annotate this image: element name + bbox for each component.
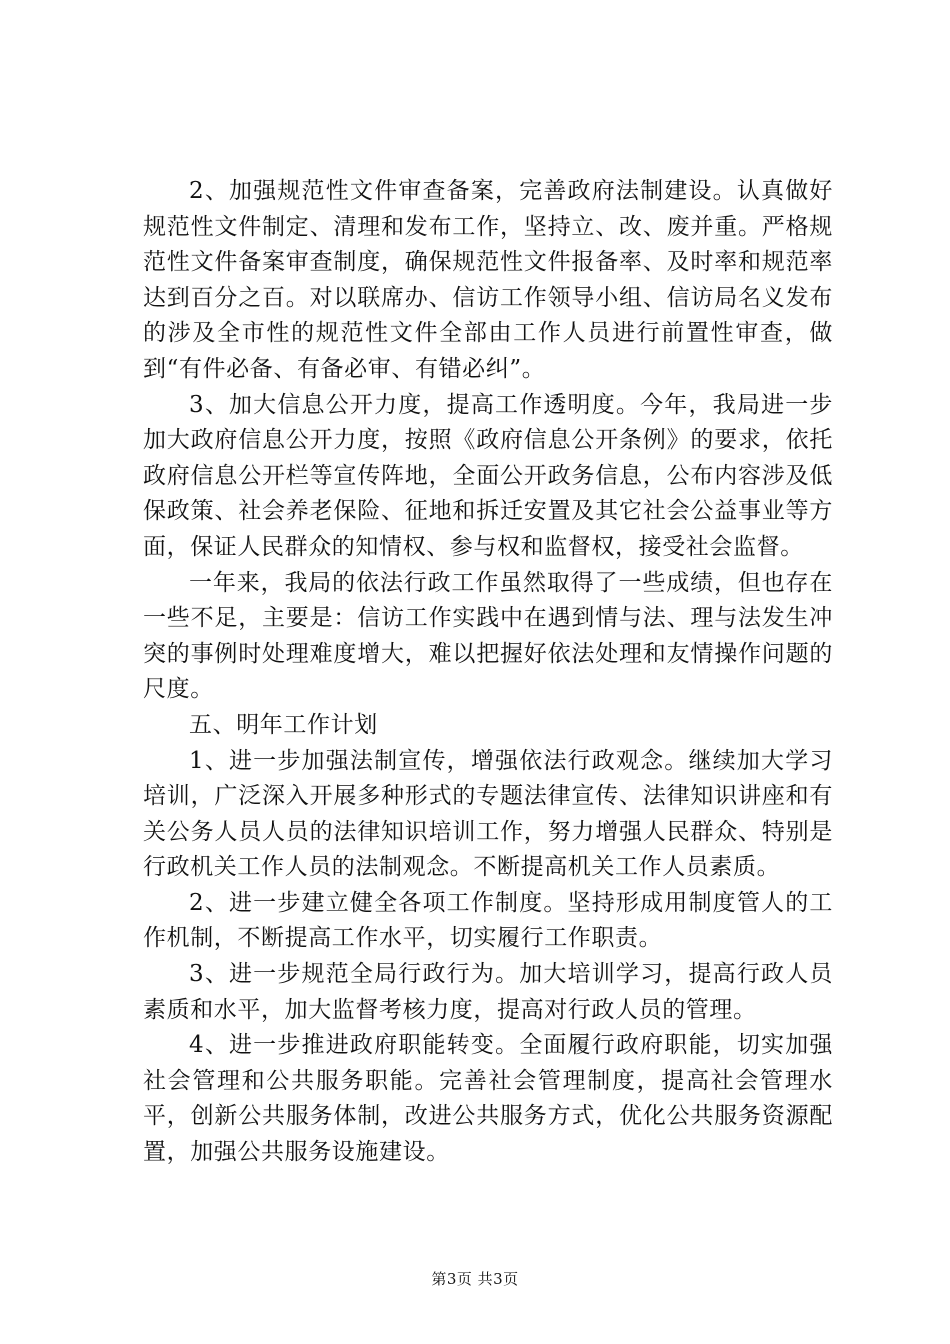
paragraph-plan-item-4: 4、进一步推进政府职能转变。全面履行政府职能，切实加强社会管理和公共服务职能。完善社会管理制度，提高社会管理水平，创新公共服务体制，改进公共服务方式，优化公共服务资源配置，加强公共服务设施建设。 <box>143 1032 833 1166</box>
paragraph-regulatory-documents: 2、加强规范性文件审查备案，完善政府法制建设。认真做好规范性文件制定、清理和发布工作，坚持立、改、废并重。严格规范性文件备案审查制度，确保规范性文件报备率、及时率和规范率达到百分之百。对以联席办、信访工作领导小组、信访局名义发布的涉及全市性的规范性文件全部由工作人员进行前置性审查，做到“有件必备、有备必审、有错必纠”。 <box>143 178 833 382</box>
page-footer <box>0 1268 950 1289</box>
paragraph-shortcomings: 一年来，我局的依法行政工作虽然取得了一些成绩，但也存在一些不足，主要是：信访工作实践中在遇到情与法、理与法发生冲突的事例时处理难度增大，难以把握好依法处理和友情操作问题的尺度。 <box>143 569 833 703</box>
section-heading-next-year-plan: 五、明年工作计划 <box>189 711 378 738</box>
page-number-label: 第3页 共3页 <box>431 1270 519 1288</box>
paragraph-plan-item-1: 1、进一步加强法制宣传，增强依法行政观念。继续加大学习培训，广泛深入开展多种形式的专题法律宣传、法律知识讲座和有关公务人员人员的法律知识培训工作，努力增强人民群众、特别是行政机关工作人员的法制观念。不断提高机关工作人员素质。 <box>143 747 833 881</box>
document-body <box>143 174 833 1171</box>
paragraph-plan-item-2: 2、进一步建立健全各项工作制度。坚持形成用制度管人的工作机制，不断提高工作水平，切实履行工作职责。 <box>143 889 833 952</box>
paragraph-plan-item-3: 3、进一步规范全局行政行为。加大培训学习，提高行政人员素质和水平，加大监督考核力度，提高对行政人员的管理。 <box>143 961 833 1023</box>
paragraph-information-disclosure: 3、加大信息公开力度，提高工作透明度。今年，我局进一步加大政府信息公开力度，按照《政府信息公开条例》的要求，依托政府信息公开栏等宣传阵地，全面公开政务信息，公布内容涉及低保政策、社会养老保险、征地和拆迁安置及其它社会公益事业等方面，保证人民群众的知情权、参与权和监督权，接受社会监督。 <box>143 391 833 560</box>
